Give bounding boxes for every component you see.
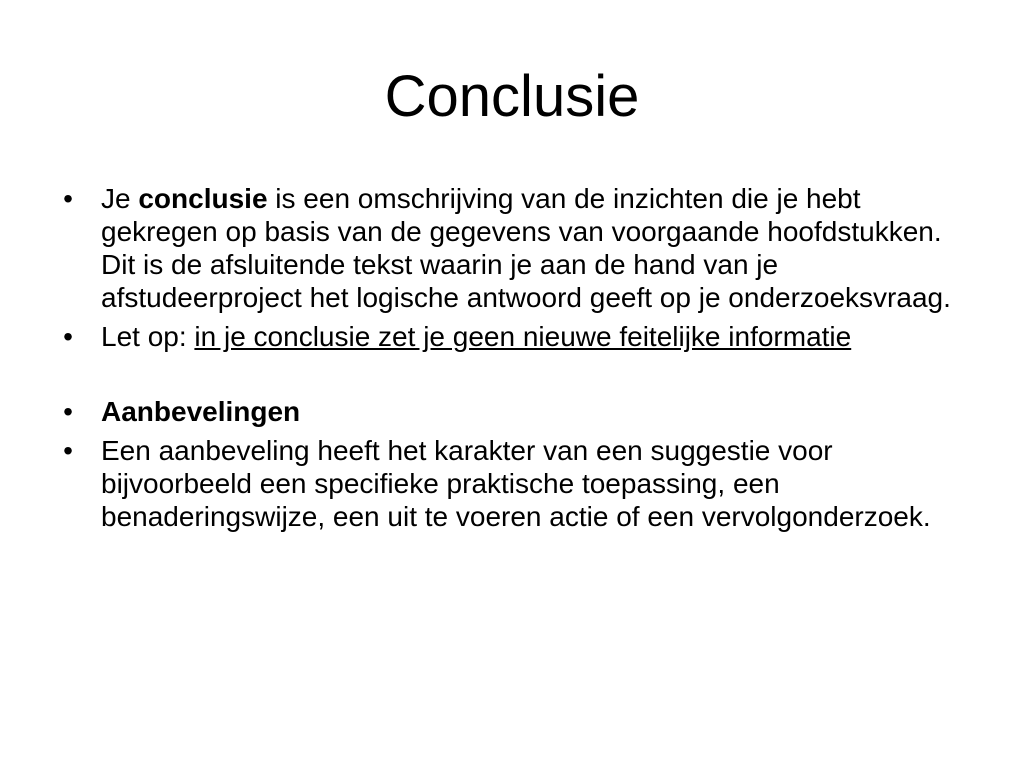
bullet-text-underlined: in je conclusie zet je geen nieuwe feitelijke informatie	[194, 321, 852, 352]
bullet-conclusie-definition	[58, 182, 968, 314]
bullet-text-pre: Je	[101, 183, 139, 214]
slide-title: Conclusie	[384, 64, 640, 129]
bullet-text-bold: Aanbevelingen	[101, 396, 301, 427]
bullet-let-op	[58, 320, 968, 353]
bullet-marker: •	[63, 396, 73, 427]
bullet-text-pre: Let op:	[101, 321, 195, 352]
bullet-list	[58, 182, 968, 539]
bullet-aanbeveling-definition	[58, 434, 968, 533]
bullet-marker: •	[63, 435, 73, 466]
bullet-marker: •	[63, 321, 73, 352]
bullet-text-bold: conclusie	[138, 183, 268, 214]
bullet-text: Een aanbeveling heeft het karakter van een suggestie voor bijvoorbeeld een specifieke praktische toepassing, een benaderingswijze, een uit te voeren actie of een vervolgonderzoek.	[101, 435, 931, 532]
bullet-marker: •	[63, 183, 73, 214]
bullet-text-post: is een omschrijving van de inzichten die je hebt gekregen op basis van de gegevens van voorgaande hoofdstukken. Dit is de afsluitende tekst waarin je aan de hand van je afstudeerproject het logische antwoord geeft op je onderzoeksvraag.	[101, 183, 951, 313]
bullet-aanbevelingen-heading	[58, 395, 968, 428]
